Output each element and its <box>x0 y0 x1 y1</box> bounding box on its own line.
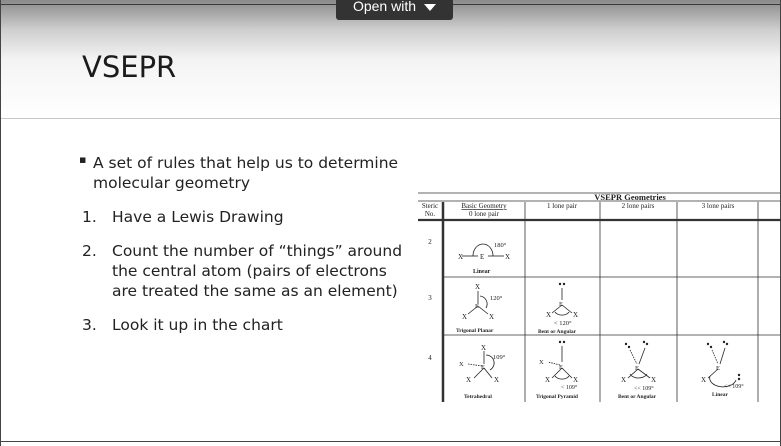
geometry-name: Trigonal Pyramid <box>536 394 578 400</box>
chevron-down-icon <box>424 4 436 11</box>
atom-x: X <box>481 344 487 352</box>
step-number: 1. <box>82 208 97 226</box>
atom-e: E <box>475 303 479 310</box>
atom-e: E <box>480 253 485 261</box>
atom-x: X <box>505 253 511 261</box>
atom-x: X <box>651 376 657 384</box>
bond-angle: 120° <box>490 295 503 302</box>
linear-molecule-diagram <box>458 242 510 275</box>
bent-molecule-diagram <box>538 283 578 335</box>
bond-angle: < 109° <box>561 385 578 391</box>
atom-x: X <box>462 313 468 321</box>
atom-x: X <box>458 253 464 261</box>
step-text: Look it up in the chart <box>112 316 283 334</box>
step-text: Have a Lewis Drawing <box>112 208 284 226</box>
atom-e: E <box>559 364 563 371</box>
atom-x: X <box>621 376 627 384</box>
slide-border-bottom <box>0 441 781 442</box>
atom-e: E <box>635 365 639 372</box>
geometry-name: Tetrahedral <box>464 394 492 400</box>
atom-x: X <box>546 311 552 319</box>
trigonal-planar-diagram <box>456 283 503 334</box>
list-item <box>78 315 413 335</box>
atom-x: X <box>489 313 495 321</box>
header-three-lone-pairs: 3 lone pairs <box>701 202 735 210</box>
header-zero-lone-pair: 0 lone pair <box>469 210 499 218</box>
atom-e: E <box>716 365 720 372</box>
linear-three-lone-pairs-diagram <box>701 341 744 398</box>
header-two-lone-pairs: 2 lone pairs <box>621 202 655 210</box>
bond-angle: << 109° <box>724 384 744 390</box>
slide-border-left <box>0 0 1 446</box>
atom-x: X <box>701 376 707 384</box>
title-separator <box>0 118 781 119</box>
table-title: VSEPR Geometries <box>594 192 666 202</box>
bond-angle: << 109° <box>634 386 654 392</box>
steric-number: 2 <box>428 238 432 246</box>
table-grid <box>418 193 781 402</box>
open-with-label: Open with <box>352 0 417 14</box>
header-steric: Steric <box>421 202 439 210</box>
atom-x: X <box>545 376 551 384</box>
steric-number: 4 <box>428 354 432 362</box>
bond-angle: < 120° <box>554 320 572 327</box>
atom-x: X <box>573 311 579 319</box>
geometry-name: Bent or Angular <box>618 394 657 400</box>
list-item <box>78 241 413 301</box>
page-title: VSEPR <box>82 50 177 84</box>
bullet-list <box>78 153 413 349</box>
bullet-text: A set of rules that help us to determine molecular geometry <box>93 154 399 192</box>
atom-x: X <box>466 376 472 384</box>
geometry-name: Linear <box>712 392 728 398</box>
trigonal-pyramid-diagram <box>536 341 578 400</box>
atom-x: X <box>494 376 500 384</box>
atom-e: E <box>559 301 563 308</box>
geometry-name: Trigonal Planar <box>456 328 494 334</box>
tetrahedral-diagram <box>459 344 506 400</box>
bond-angle: 109° <box>493 354 506 361</box>
open-with-button[interactable] <box>336 0 453 20</box>
atom-x: X <box>459 361 464 368</box>
atom-x: X <box>475 283 481 291</box>
geometry-name: Linear <box>473 269 491 275</box>
header-one-lone-pair: 1 lone pair <box>547 202 577 210</box>
geometry-name: Bent or Angular <box>538 329 577 335</box>
step-number: 2. <box>82 242 97 260</box>
step-number: 3. <box>82 316 97 334</box>
header-basic-geometry: Basic Geometry <box>461 202 507 210</box>
list-item <box>78 207 413 227</box>
steric-number: 3 <box>428 294 432 302</box>
vsepr-table <box>418 192 781 402</box>
bond-angle: 180° <box>494 242 507 249</box>
atom-x: X <box>573 376 579 384</box>
header-steric-no: No. <box>424 210 436 218</box>
list-item <box>78 153 413 193</box>
bullet-icon: ▪ <box>79 153 87 166</box>
atom-x: X <box>539 359 544 366</box>
bent-two-lone-pairs-diagram <box>618 341 657 400</box>
atom-e: E <box>481 364 485 371</box>
step-text: Count the number of “things” around the central atom (pairs of electrons are treated the same as an element) <box>112 242 403 300</box>
